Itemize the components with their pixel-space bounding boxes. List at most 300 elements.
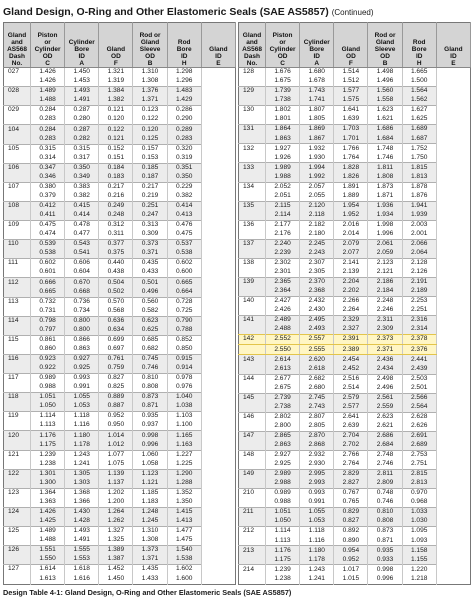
dimension-cell: 1.298 bbox=[167, 68, 201, 78]
table-row bbox=[239, 182, 471, 192]
dimension-cell: 0.187 bbox=[133, 173, 167, 183]
dash-number-cell: 127 bbox=[4, 565, 31, 575]
dash-number-cell: 148 bbox=[239, 450, 266, 460]
dimension-cell: 0.890 bbox=[334, 536, 368, 546]
table-row bbox=[4, 555, 236, 565]
dimension-cell: 0.504 bbox=[99, 278, 133, 288]
dimension-cell: 0.415 bbox=[65, 201, 99, 211]
dimension-cell: 1.175 bbox=[266, 555, 300, 565]
dimension-cell: 1.435 bbox=[133, 565, 167, 575]
table-row bbox=[239, 450, 471, 460]
dimension-cell: 2.704 bbox=[334, 431, 368, 441]
dimension-cell: 1.327 bbox=[99, 527, 133, 537]
dimension-cell: 1.743 bbox=[300, 87, 334, 97]
dash-number-cell: 029 bbox=[4, 106, 31, 116]
header-line: Cylinder bbox=[68, 39, 95, 46]
dimension-cell: 0.989 bbox=[266, 489, 300, 499]
dimension-cell: 1.864 bbox=[266, 125, 300, 135]
dimension-cell: 2.809 bbox=[368, 479, 402, 489]
dash-number-cell bbox=[239, 268, 266, 278]
dimension-cell: 1.871 bbox=[368, 192, 402, 202]
dimension-cell: 0.476 bbox=[167, 221, 201, 231]
dimension-cell: 2.618 bbox=[300, 364, 334, 374]
dimension-cell: 1.678 bbox=[300, 77, 334, 87]
header-line: and bbox=[11, 39, 23, 46]
dash-number-cell bbox=[239, 115, 266, 125]
dimension-cell: 1.238 bbox=[31, 460, 65, 470]
table-row bbox=[239, 489, 471, 499]
dimension-cell: 2.064 bbox=[402, 249, 436, 259]
dimension-cell: 1.301 bbox=[31, 469, 65, 479]
dimension-cell: 0.289 bbox=[167, 125, 201, 135]
dimension-cell: 1.680 bbox=[300, 68, 334, 78]
header-line: F bbox=[113, 60, 118, 67]
dash-number-cell: 135 bbox=[239, 201, 266, 211]
dimension-cell: 1.514 bbox=[334, 68, 368, 78]
dimension-cell: 0.808 bbox=[368, 517, 402, 527]
dimension-cell: 1.050 bbox=[31, 402, 65, 412]
dash-number-cell bbox=[4, 498, 31, 508]
header-rod-bore-id-h bbox=[402, 23, 436, 68]
dimension-cell: 1.686 bbox=[368, 125, 402, 135]
dash-number-cell bbox=[4, 154, 31, 164]
table-row bbox=[239, 220, 471, 230]
dimension-cell: 2.613 bbox=[266, 364, 300, 374]
dimension-cell: 1.891 bbox=[334, 182, 368, 192]
dimension-cell: 1.954 bbox=[334, 201, 368, 211]
table-row bbox=[239, 77, 471, 87]
header-line: E bbox=[451, 60, 456, 67]
header-line: OD bbox=[42, 53, 53, 60]
dimension-cell: 0.351 bbox=[167, 163, 201, 173]
dimension-cell: 1.363 bbox=[31, 498, 65, 508]
table-row bbox=[239, 470, 471, 480]
dimension-cell: 2.870 bbox=[300, 431, 334, 441]
table-row bbox=[239, 508, 471, 518]
header-dash-no bbox=[4, 23, 31, 68]
dimension-cell: 0.825 bbox=[99, 383, 133, 393]
dash-number-cell bbox=[4, 307, 31, 317]
table-row bbox=[239, 144, 471, 154]
dash-number-cell bbox=[4, 383, 31, 393]
dimension-cell: 0.152 bbox=[99, 144, 133, 154]
table-row bbox=[4, 383, 236, 393]
dimension-cell: 2.868 bbox=[300, 441, 334, 451]
dimension-cell: 1.665 bbox=[402, 68, 436, 78]
dimension-cell: 0.151 bbox=[99, 154, 133, 164]
table-row bbox=[4, 77, 236, 87]
dimension-cell: 1.562 bbox=[402, 96, 436, 106]
dimension-cell: 1.227 bbox=[167, 450, 201, 460]
dimension-cell: 1.450 bbox=[65, 68, 99, 78]
header-line: Gland bbox=[140, 39, 160, 46]
dash-number-cell: 116 bbox=[4, 354, 31, 364]
table-row bbox=[4, 278, 236, 288]
dimension-cell: 0.502 bbox=[99, 287, 133, 297]
dash-number-cell: 118 bbox=[4, 393, 31, 403]
dimension-cell: 2.079 bbox=[334, 239, 368, 249]
dimension-cell: 1.739 bbox=[266, 87, 300, 97]
table-row bbox=[4, 431, 236, 441]
dimension-cell: 1.802 bbox=[266, 106, 300, 116]
dash-number-cell bbox=[239, 287, 266, 297]
dash-number-cell: 142 bbox=[239, 335, 266, 345]
header-rod-sleeve-od-b bbox=[368, 23, 402, 68]
dimension-cell: 2.995 bbox=[300, 470, 334, 480]
dimension-cell: 2.016 bbox=[334, 220, 368, 230]
table-row bbox=[239, 173, 471, 183]
dimension-cell: 2.738 bbox=[266, 403, 300, 413]
dimension-cell: 2.128 bbox=[402, 258, 436, 268]
dimension-cell: 2.682 bbox=[300, 374, 334, 384]
dimension-cell: 1.014 bbox=[99, 431, 133, 441]
dimension-cell: 1.618 bbox=[65, 565, 99, 575]
dimension-cell: 2.557 bbox=[300, 335, 334, 345]
dimension-cell: 0.827 bbox=[99, 374, 133, 384]
dimension-cell: 0.283 bbox=[31, 115, 65, 125]
dimension-cell: 0.317 bbox=[65, 154, 99, 164]
header-line: Gland bbox=[106, 46, 126, 53]
dimension-cell: 1.428 bbox=[65, 517, 99, 527]
dimension-cell: 2.439 bbox=[402, 364, 436, 374]
dimension-cell: 2.503 bbox=[402, 374, 436, 384]
dimension-cell: 2.115 bbox=[266, 201, 300, 211]
header-line: Gland bbox=[341, 46, 361, 53]
dash-number-cell: 136 bbox=[239, 220, 266, 230]
dash-number-cell bbox=[239, 230, 266, 240]
dash-number-cell: 117 bbox=[4, 374, 31, 384]
dimension-cell: 2.813 bbox=[402, 479, 436, 489]
dimension-cell: 1.807 bbox=[300, 106, 334, 116]
dimension-cell: 1.433 bbox=[133, 574, 167, 584]
header-line: B bbox=[147, 60, 153, 67]
dimension-cell: 2.426 bbox=[266, 306, 300, 316]
dimension-cell: 0.570 bbox=[99, 297, 133, 307]
header-line: Bore bbox=[309, 46, 325, 53]
dash-number-cell: 149 bbox=[239, 470, 266, 480]
dash-number-cell: 110 bbox=[4, 240, 31, 250]
table-row bbox=[4, 527, 236, 537]
dimension-cell: 0.991 bbox=[65, 383, 99, 393]
header-line: Sleeve bbox=[374, 46, 396, 53]
dimension-cell: 0.600 bbox=[167, 268, 201, 278]
header-line: Gland bbox=[209, 46, 228, 53]
dimension-cell: 1.113 bbox=[266, 536, 300, 546]
header-line: H bbox=[416, 60, 422, 67]
table-row bbox=[239, 258, 471, 268]
table-row bbox=[4, 240, 236, 250]
table-row bbox=[4, 345, 236, 355]
dimension-cell: 0.377 bbox=[99, 240, 133, 250]
header-rod-sleeve-od-b bbox=[133, 23, 167, 68]
table-row bbox=[239, 230, 471, 240]
table-row bbox=[4, 115, 236, 125]
header-cylinder-bore-id-a bbox=[300, 23, 334, 68]
dimension-cell: 1.941 bbox=[402, 201, 436, 211]
dimension-cell: 0.125 bbox=[133, 134, 167, 144]
dimension-cell: 1.826 bbox=[334, 173, 368, 183]
dimension-cell: 0.602 bbox=[167, 259, 201, 269]
dimension-cell: 0.350 bbox=[167, 173, 201, 183]
dimension-cell: 0.725 bbox=[167, 307, 201, 317]
dimension-cell: 1.114 bbox=[31, 412, 65, 422]
header-line: AS568 bbox=[242, 46, 262, 53]
table-row bbox=[239, 134, 471, 144]
header-gland-id-e bbox=[201, 23, 235, 68]
header-line: Gland bbox=[375, 39, 395, 46]
header-line: Cylinder bbox=[269, 46, 296, 53]
dimension-cell: 1.243 bbox=[65, 450, 99, 460]
header-row bbox=[239, 23, 471, 68]
dimension-cell: 2.003 bbox=[402, 220, 436, 230]
dimension-cell: 0.283 bbox=[167, 134, 201, 144]
dimension-cell: 2.239 bbox=[266, 249, 300, 259]
table-row bbox=[239, 527, 471, 537]
dash-number-cell bbox=[239, 422, 266, 432]
dimension-cell: 1.627 bbox=[402, 106, 436, 116]
dimension-cell: 1.926 bbox=[266, 153, 300, 163]
header-piston-od-c bbox=[266, 23, 300, 68]
dimension-cell: 2.766 bbox=[334, 450, 368, 460]
dash-number-cell: 125 bbox=[4, 527, 31, 537]
dimension-cell: 1.600 bbox=[167, 574, 201, 584]
header-rod-bore-id-h bbox=[167, 23, 201, 68]
dimension-cell: 1.689 bbox=[402, 125, 436, 135]
dimension-cell: 0.438 bbox=[99, 268, 133, 278]
dimension-cell: 1.243 bbox=[300, 565, 334, 575]
dimension-cell: 0.122 bbox=[99, 125, 133, 135]
table-row bbox=[4, 450, 236, 460]
dimension-cell: 0.219 bbox=[133, 192, 167, 202]
dimension-cell: 1.878 bbox=[402, 182, 436, 192]
dash-number-cell: 105 bbox=[4, 144, 31, 154]
dimension-cell: 1.185 bbox=[133, 488, 167, 498]
dash-number-cell bbox=[239, 441, 266, 451]
dimension-cell: 0.478 bbox=[65, 221, 99, 231]
dimension-cell: 0.543 bbox=[65, 240, 99, 250]
dimension-cell: 0.915 bbox=[167, 354, 201, 364]
table-row bbox=[4, 154, 236, 164]
dimension-cell: 2.493 bbox=[300, 325, 334, 335]
dimension-cell: 1.551 bbox=[31, 546, 65, 556]
dimension-cell: 0.734 bbox=[65, 307, 99, 317]
dimension-cell: 0.433 bbox=[133, 268, 167, 278]
dimension-cell: 0.123 bbox=[133, 106, 167, 116]
dimension-cell: 2.307 bbox=[300, 258, 334, 268]
dimension-cell: 1.296 bbox=[167, 77, 201, 87]
dimension-cell: 1.239 bbox=[266, 565, 300, 575]
dimension-cell: 1.364 bbox=[31, 488, 65, 498]
table-row bbox=[4, 96, 236, 106]
dash-number-cell bbox=[239, 192, 266, 202]
dimension-cell: 2.628 bbox=[402, 412, 436, 422]
header-dash-no bbox=[239, 23, 266, 68]
dimension-cell: 2.620 bbox=[300, 355, 334, 365]
dimension-cell: 0.440 bbox=[99, 259, 133, 269]
dimension-cell: 1.165 bbox=[167, 431, 201, 441]
dimension-cell: 1.639 bbox=[334, 115, 368, 125]
dash-number-cell bbox=[239, 384, 266, 394]
dimension-cell: 1.321 bbox=[99, 68, 133, 78]
header-line: Bore bbox=[176, 46, 192, 53]
dimension-cell: 1.178 bbox=[300, 555, 334, 565]
dash-number-cell: 143 bbox=[239, 355, 266, 365]
dimension-cell: 2.309 bbox=[368, 325, 402, 335]
dimension-cell: 1.701 bbox=[334, 134, 368, 144]
dimension-cell: 2.614 bbox=[266, 355, 300, 365]
dimension-cell: 2.427 bbox=[266, 297, 300, 307]
header-cylinder-bore-id-a bbox=[65, 23, 99, 68]
dimension-cell: 1.746 bbox=[368, 153, 402, 163]
dash-number-cell: 122 bbox=[4, 469, 31, 479]
dimension-cell: 0.665 bbox=[167, 278, 201, 288]
dimension-cell: 1.491 bbox=[65, 96, 99, 106]
header-line: AS568 bbox=[7, 46, 27, 53]
dimension-cell: 2.434 bbox=[368, 364, 402, 374]
header-line: Rod bbox=[177, 39, 191, 46]
dimension-cell: 1.553 bbox=[65, 555, 99, 565]
table-row bbox=[239, 153, 471, 163]
table-row bbox=[4, 393, 236, 403]
table-row bbox=[4, 421, 236, 431]
dash-number-cell bbox=[4, 479, 31, 489]
dimension-cell: 0.664 bbox=[167, 287, 201, 297]
dimension-cell: 2.516 bbox=[334, 374, 368, 384]
header-line: Piston bbox=[37, 32, 58, 39]
dimension-cell: 1.319 bbox=[99, 77, 133, 87]
table-row bbox=[4, 125, 236, 135]
dimension-cell: 1.384 bbox=[99, 87, 133, 97]
dimension-cell: 0.501 bbox=[133, 278, 167, 288]
dimension-cell: 1.939 bbox=[402, 211, 436, 221]
dimension-cell: 1.113 bbox=[31, 421, 65, 431]
header-line: Rod bbox=[412, 39, 426, 46]
dimension-cell: 0.746 bbox=[368, 498, 402, 508]
dimension-cell: 0.952 bbox=[99, 412, 133, 422]
dash-number-cell: 123 bbox=[4, 488, 31, 498]
header-line: F bbox=[348, 60, 353, 67]
dimension-cell: 2.311 bbox=[368, 316, 402, 326]
dash-number-cell: 113 bbox=[4, 297, 31, 307]
dimension-cell: 1.200 bbox=[99, 498, 133, 508]
dimension-cell: 1.015 bbox=[334, 575, 368, 585]
dimension-cell: 0.411 bbox=[31, 211, 65, 221]
table-row bbox=[239, 575, 471, 585]
dimension-cell: 1.248 bbox=[133, 507, 167, 517]
dimension-cell: 2.811 bbox=[368, 470, 402, 480]
dash-number-cell: 130 bbox=[239, 106, 266, 116]
dimension-cell: 0.496 bbox=[133, 287, 167, 297]
dimension-cell: 2.641 bbox=[334, 412, 368, 422]
dimension-cell: 1.017 bbox=[334, 565, 368, 575]
dimension-cell: 1.139 bbox=[99, 469, 133, 479]
header-line: B bbox=[382, 60, 388, 67]
dimension-cell: 1.550 bbox=[31, 555, 65, 565]
header-gland-od-f bbox=[334, 23, 368, 68]
dash-number-cell bbox=[4, 345, 31, 355]
dimension-cell: 2.302 bbox=[266, 258, 300, 268]
dimension-cell: 2.245 bbox=[300, 239, 334, 249]
dimension-cell: 0.371 bbox=[133, 249, 167, 259]
dimension-cell: 0.952 bbox=[334, 555, 368, 565]
dimension-cell: 0.634 bbox=[99, 326, 133, 336]
dash-number-cell bbox=[4, 96, 31, 106]
dimension-cell: 2.452 bbox=[334, 364, 368, 374]
table-row bbox=[239, 536, 471, 546]
dimension-cell: 1.303 bbox=[65, 479, 99, 489]
dimension-cell: 1.748 bbox=[368, 144, 402, 154]
dimension-cell: 0.790 bbox=[167, 316, 201, 326]
dimension-cell: 1.305 bbox=[65, 469, 99, 479]
dimension-cell: 0.120 bbox=[133, 125, 167, 135]
dimension-cell: 0.923 bbox=[31, 354, 65, 364]
dimension-cell: 2.191 bbox=[402, 278, 436, 288]
dimension-cell: 1.123 bbox=[133, 469, 167, 479]
dash-number-cell bbox=[239, 325, 266, 335]
dimension-cell: 1.426 bbox=[31, 68, 65, 78]
dimension-cell: 1.766 bbox=[334, 144, 368, 154]
dimension-cell: 1.075 bbox=[99, 460, 133, 470]
dimension-cell: 0.157 bbox=[133, 144, 167, 154]
dimension-cell: 0.625 bbox=[133, 326, 167, 336]
dimension-cell: 0.347 bbox=[31, 163, 65, 173]
dimension-cell: 2.927 bbox=[266, 450, 300, 460]
dimension-cell: 0.800 bbox=[65, 316, 99, 326]
header-line: Bore bbox=[74, 46, 90, 53]
dimension-cell: 0.309 bbox=[133, 230, 167, 240]
dimension-cell: 0.810 bbox=[133, 374, 167, 384]
dimension-cell: 0.935 bbox=[133, 412, 167, 422]
dimension-cell: 1.415 bbox=[167, 507, 201, 517]
header-line: OD bbox=[111, 53, 121, 60]
dimension-cell: 0.797 bbox=[31, 326, 65, 336]
table-row bbox=[239, 384, 471, 394]
dimension-cell: 2.057 bbox=[300, 182, 334, 192]
dash-number-cell: 028 bbox=[4, 87, 31, 97]
dimension-cell: 2.202 bbox=[334, 287, 368, 297]
dimension-cell: 1.876 bbox=[402, 192, 436, 202]
dimension-cell: 2.993 bbox=[300, 479, 334, 489]
dimension-cell: 1.264 bbox=[99, 507, 133, 517]
dimension-cell: 0.937 bbox=[133, 421, 167, 431]
dimension-cell: 1.241 bbox=[300, 575, 334, 585]
dimension-cell: 0.287 bbox=[65, 106, 99, 116]
dimension-cell: 1.488 bbox=[31, 536, 65, 546]
header-line: ID bbox=[78, 53, 85, 60]
dimension-cell: 2.932 bbox=[300, 450, 334, 460]
header-line: Gland bbox=[444, 46, 463, 53]
dash-number-cell: 213 bbox=[239, 546, 266, 556]
dimension-cell: 0.122 bbox=[133, 115, 167, 125]
dimension-cell: 2.077 bbox=[334, 249, 368, 259]
dimension-cell: 0.537 bbox=[167, 240, 201, 250]
dimension-cell: 1.163 bbox=[167, 440, 201, 450]
dimension-cell: 2.745 bbox=[300, 393, 334, 403]
dimension-cell: 0.319 bbox=[167, 154, 201, 164]
dimension-cell: 0.861 bbox=[31, 335, 65, 345]
dimension-cell: 0.346 bbox=[31, 173, 65, 183]
dimension-cell: 1.308 bbox=[133, 77, 167, 87]
dimension-cell: 2.675 bbox=[266, 384, 300, 394]
dash-number-cell bbox=[239, 575, 266, 585]
dimension-cell: 0.153 bbox=[133, 154, 167, 164]
dimension-cell: 1.477 bbox=[167, 527, 201, 537]
dash-number-cell bbox=[4, 536, 31, 546]
dash-number-cell: 138 bbox=[239, 258, 266, 268]
dimension-cell: 0.996 bbox=[133, 440, 167, 450]
dimension-cell: 2.751 bbox=[402, 460, 436, 470]
header-line: No. bbox=[246, 60, 258, 67]
